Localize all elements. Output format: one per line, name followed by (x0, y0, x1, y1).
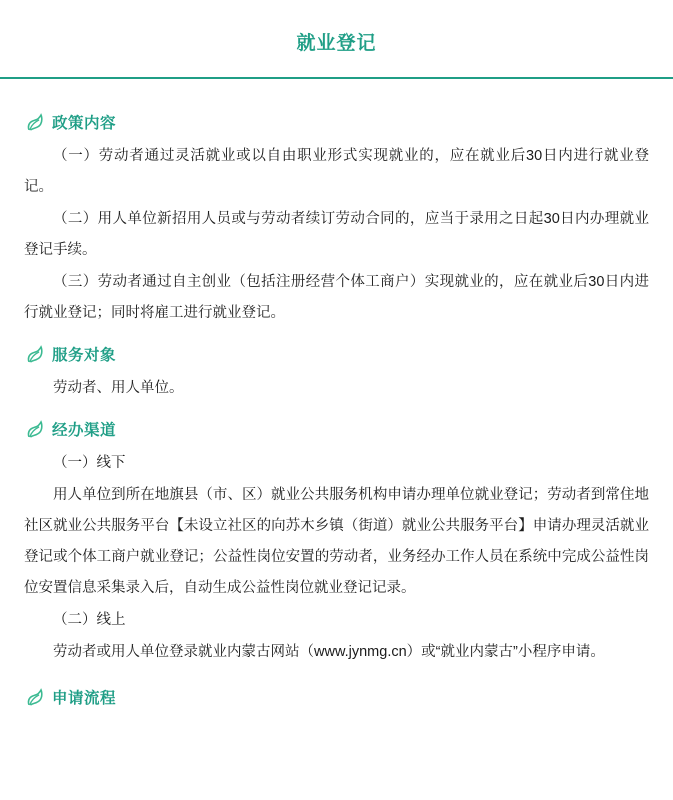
section-application-process (24, 686, 649, 708)
section-title: 服务对象 (52, 347, 117, 364)
document-header (0, 0, 673, 79)
section-heading-row (26, 686, 649, 708)
section-heading-row (26, 418, 649, 440)
section-title: 经办渠道 (52, 422, 117, 439)
section-title: 政策内容 (52, 115, 117, 132)
leaf-icon (26, 420, 45, 439)
paragraph: （三）劳动者通过自主创业（包括注册经营个体工商户）实现就业的，应在就业后30日内进行就业登记；同时将雇工进行就业登记。 (24, 274, 649, 321)
paragraph: （二）用人单位新招用人员或与劳动者续订劳动合同的，应当于录用之日起30日内办理就业登记手续。 (24, 211, 649, 258)
leaf-icon (26, 688, 45, 707)
paragraph: 用人单位到所在地旗县（市、区）就业公共服务机构申请办理单位就业登记；劳动者到常住地社区就业公共服务平台【未设立社区的向苏木乡镇（街道）就业公共服务平台】申请办理灵活就业登记或个体工商户就业登记；公益性岗位安置的劳动者，业务经办工作人员在系统中完成公益性岗位安置信息采集录入后，自动生成公益性岗位就业登记记录。 (24, 487, 649, 596)
section-heading-row (26, 111, 649, 133)
paragraph: 劳动者或用人单位登录就业内蒙古网站（www.jynmg.cn）或“就业内蒙古”小程序申请。 (53, 644, 605, 660)
page-title: 就业登记 (296, 33, 377, 54)
section-handling-channel (24, 418, 649, 668)
section-service-target (24, 343, 649, 404)
leaf-icon (26, 345, 45, 364)
leaf-icon (26, 113, 45, 132)
document-body (0, 79, 673, 708)
section-heading-row (26, 343, 649, 365)
paragraph: （二）线上 (53, 612, 126, 628)
paragraph: （一）劳动者通过灵活就业或以自由职业形式实现就业的，应在就业后30日内进行就业登记。 (24, 148, 649, 195)
section-title: 申请流程 (52, 690, 117, 707)
paragraph: 劳动者、用人单位。 (53, 380, 184, 396)
paragraph: （一）线下 (53, 455, 126, 471)
section-policy-content (24, 111, 649, 329)
